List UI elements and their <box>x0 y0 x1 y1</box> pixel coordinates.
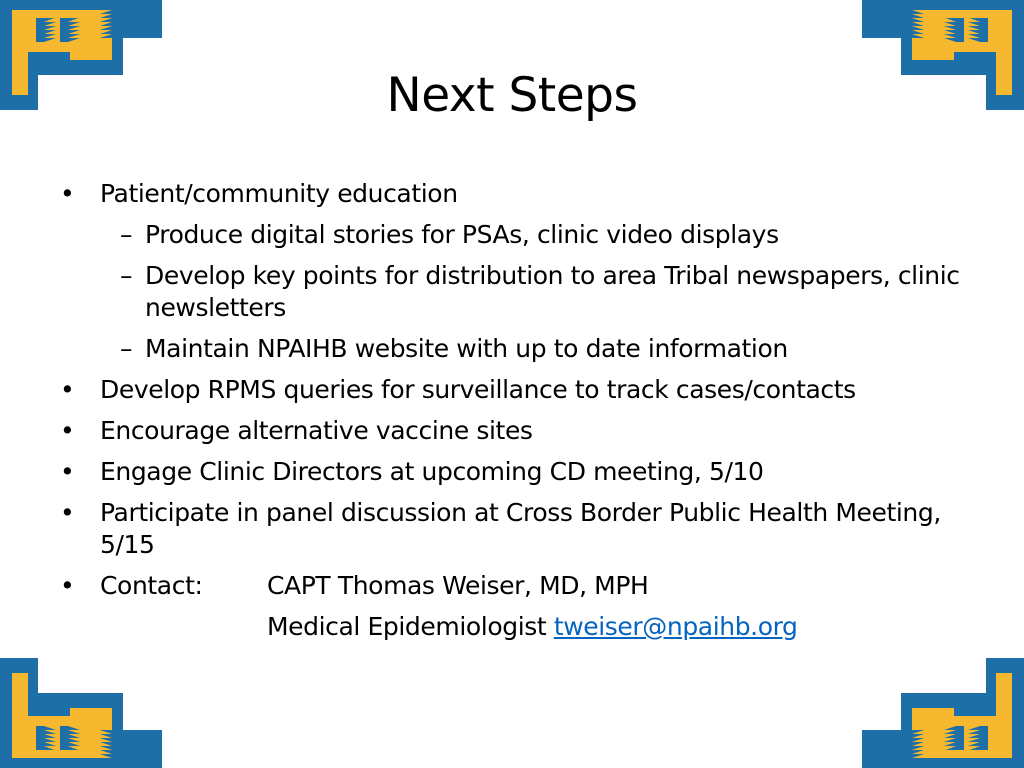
bullet-item <box>60 178 980 210</box>
contact-row <box>100 570 980 602</box>
sub-bullet-item <box>60 333 980 365</box>
slide-body <box>60 178 980 643</box>
contact-role: Medical Epidemiologist <box>267 612 554 641</box>
bullet-text: Develop RPMS queries for surveillance to track cases/contacts <box>100 375 856 404</box>
contact-label: Contact: <box>100 571 203 600</box>
sub-bullet-marker: – <box>120 261 133 290</box>
sub-bullet-text: Produce digital stories for PSAs, clinic video displays <box>145 220 779 249</box>
sub-bullet-marker: – <box>120 220 133 249</box>
sub-bullet-text: Develop key points for distribution to area Tribal newspapers, clinic newsletters <box>145 261 960 322</box>
slide-title: Next Steps <box>386 68 638 123</box>
contact-role-line <box>60 611 980 643</box>
contact-item <box>60 570 980 602</box>
corner-decoration-bottom-right <box>862 658 1024 768</box>
sub-bullet-marker: – <box>120 334 133 363</box>
bullet-text: Participate in panel discussion at Cross Border Public Health Meeting, 5/15 <box>100 498 941 559</box>
bullet-item <box>60 374 980 406</box>
contact-email-link[interactable]: tweiser@npaihb.org <box>553 612 798 641</box>
bullet-item <box>60 456 980 488</box>
contact-name: CAPT Thomas Weiser, MD, MPH <box>267 571 649 600</box>
bullet-text: Patient/community education <box>100 179 458 208</box>
bullet-marker: • <box>60 498 75 527</box>
bullet-item <box>60 497 980 561</box>
bullet-item <box>60 415 980 447</box>
bullet-text: Engage Clinic Directors at upcoming CD meeting, 5/10 <box>100 457 764 486</box>
sub-bullet-item <box>60 219 980 251</box>
bullet-text: Encourage alternative vaccine sites <box>100 416 533 445</box>
sub-bullet-text: Maintain NPAIHB website with up to date information <box>145 334 788 363</box>
bullet-marker: • <box>60 571 75 600</box>
corner-decoration-bottom-left <box>0 658 162 768</box>
sub-bullet-item <box>60 260 980 324</box>
bullet-marker: • <box>60 416 75 445</box>
bullet-marker: • <box>60 457 75 486</box>
bullet-marker: • <box>60 179 75 208</box>
bullet-marker: • <box>60 375 75 404</box>
